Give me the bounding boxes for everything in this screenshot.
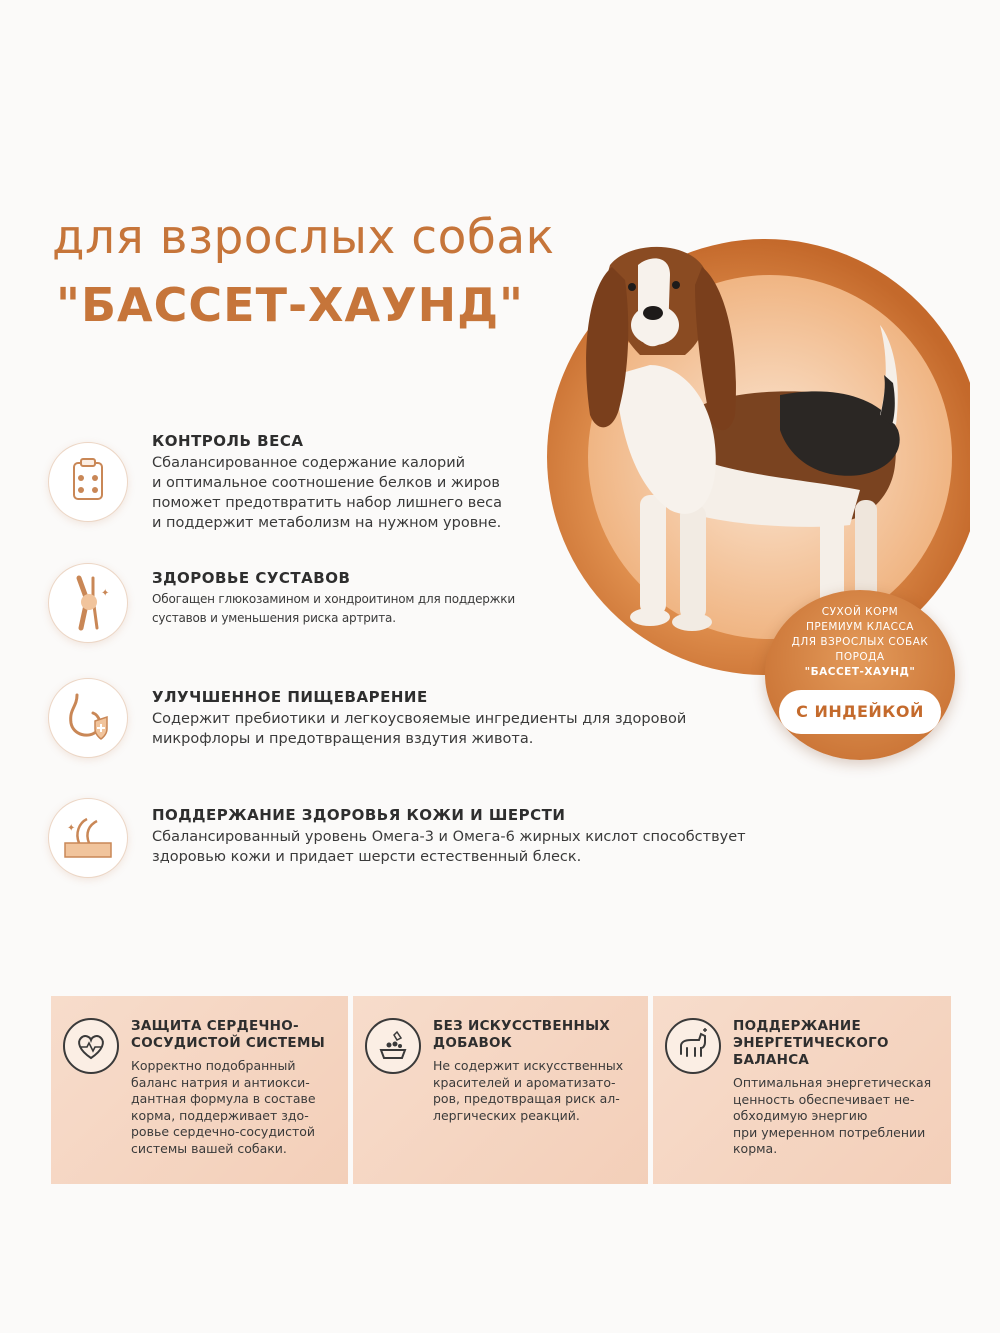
feature-description: Обогащен глюкозамином и хондроитином для поддержки суставов и уменьшения риска артрита. [152, 592, 515, 625]
feature-joint-health [48, 569, 768, 659]
product-badge [765, 590, 955, 760]
card-title: ЗАЩИТА СЕРДЕЧНО- СОСУДИСТОЙ СИСТЕМЫ [131, 1018, 325, 1051]
svg-text:✦: ✦ [67, 823, 76, 834]
svg-text:✦: ✦ [101, 588, 110, 599]
paws-clipboard-icon [48, 442, 128, 522]
card-description: Корректно подобранный баланс натрия и антиокси- дантная формула в составе корма, поддерживает здо- ровье сердечно-сосудистой системы вашей собаки. [131, 1058, 316, 1156]
badge-line: ПРЕМИУМ КЛАССА [806, 621, 914, 633]
feature-description: Сбалансированное содержание калорий и оптимальное соотношение белков и жиров поможет предотвратить набор лишнего веса и поддержит метаболизм на нужном уровне. [152, 455, 503, 531]
feature-skin-coat [48, 806, 768, 896]
feature-title: ЗДОРОВЬЕ СУСТАВОВ [152, 569, 351, 587]
card-heart-protection [51, 996, 348, 1184]
card-energy-balance [653, 996, 951, 1184]
badge-line: ПОРОДА [835, 651, 885, 663]
stomach-shield-icon [48, 678, 128, 758]
feature-title: ПОДДЕРЖАНИЕ ЗДОРОВЬЯ КОЖИ И ШЕРСТИ [152, 806, 566, 824]
badge-line: СУХОЙ КОРМ [821, 606, 899, 618]
feature-digestion [48, 688, 768, 778]
feature-title: УЛУЧШЕННОЕ ПИЩЕВАРЕНИЕ [152, 688, 428, 706]
feature-title: КОНТРОЛЬ ВЕСА [152, 432, 304, 450]
feature-description: Содержит пребиотики и легкоусвояемые ингредиенты для здоровой микрофлоры и предотвращения вздутия живота. [152, 711, 687, 747]
card-description: Оптимальная энергетическая ценность обеспечивает не- обходимую энергию при умеренном потреблении корма. [733, 1075, 932, 1156]
subtitle-heading: для взрослых собак [52, 210, 555, 265]
heart-pulse-icon [63, 1018, 119, 1074]
card-title: БЕЗ ИСКУССТВЕННЫХ ДОБАВОК [433, 1018, 611, 1051]
badge-line: ДЛЯ ВЗРОСЛЫХ СОБАК [791, 636, 929, 648]
food-bowl-icon [365, 1018, 421, 1074]
dog-energy-icon [665, 1018, 721, 1074]
feature-description: Сбалансированный уровень Омега-3 и Омега-6 жирных кислот способствует здоровью кожи и придает шерсти естественный блеск. [152, 829, 746, 865]
card-title: ПОДДЕРЖАНИЕ ЭНЕРГЕТИЧЕСКОГО БАЛАНСА [733, 1018, 889, 1068]
card-no-additives [353, 996, 648, 1184]
breed-heading: "БАССЕТ-ХАУНД" [56, 278, 525, 332]
badge-line-breed: "БАССЕТ-ХАУНД" [804, 666, 916, 678]
card-description: Не содержит искусственных красителей и ароматизато- ров, предотвращая риск ал- лергических реакций. [433, 1058, 624, 1123]
feature-weight-control [48, 432, 768, 531]
flavor-pill: С ИНДЕЙКОЙ [779, 690, 941, 734]
skin-hair-icon [48, 798, 128, 878]
knee-joint-icon [48, 563, 128, 643]
benefit-cards [51, 996, 951, 1184]
